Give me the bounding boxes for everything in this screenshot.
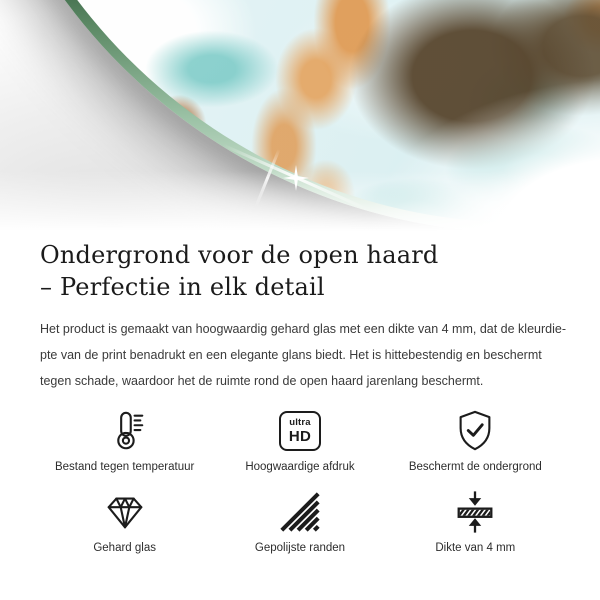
description-line: pte van de print benadrukt en een elegante glans biedt. Het is hittebestendig en beschermt <box>40 348 542 362</box>
glass-disc-edge <box>0 0 600 233</box>
thickness-icon <box>452 489 498 535</box>
shield-check-icon <box>452 408 498 454</box>
ultra-hd-icon <box>279 408 321 454</box>
product-description <box>40 316 566 394</box>
product-hero-image <box>0 0 600 235</box>
feature-protection <box>391 408 560 473</box>
page-title-line-2: – Perfectie in elk detail <box>40 273 325 301</box>
feature-label: Gehard glas <box>93 542 156 554</box>
feature-label: Gepolijste randen <box>254 542 346 554</box>
feature-thickness <box>391 489 560 554</box>
ultra-hd-text-big: HD <box>288 427 312 445</box>
page-title-line-1: Ondergrond voor de open haard <box>40 241 439 269</box>
feature-print-quality <box>215 408 384 473</box>
product-description-section <box>0 235 600 584</box>
feature-label: Bestand tegen temperatuur <box>54 461 195 473</box>
feature-label: Beschermt de ondergrond <box>408 461 542 473</box>
ultra-hd-text-small: ultra <box>289 417 311 429</box>
glass-disc-marble-art <box>0 0 600 223</box>
feature-temperature <box>40 408 209 473</box>
feature-label: Hoogwaardige afdruk <box>245 461 355 473</box>
feature-polished-edges <box>215 489 384 554</box>
description-line: tegen schade, waardoor het de ruimte rond de open haard jarenlang beschermt. <box>40 374 484 388</box>
feature-tempered-glass <box>40 489 209 554</box>
feature-label: Dikte van 4 mm <box>435 542 516 554</box>
page-title <box>40 239 560 303</box>
thermometer-icon <box>102 408 148 454</box>
features-grid <box>40 408 560 554</box>
polished-edges-icon <box>277 489 323 535</box>
diamond-icon <box>102 489 148 535</box>
description-line: Het product is gemaakt van hoogwaardig gehard glas met een dikte van 4 mm, dat de kleurdie- <box>40 322 566 336</box>
